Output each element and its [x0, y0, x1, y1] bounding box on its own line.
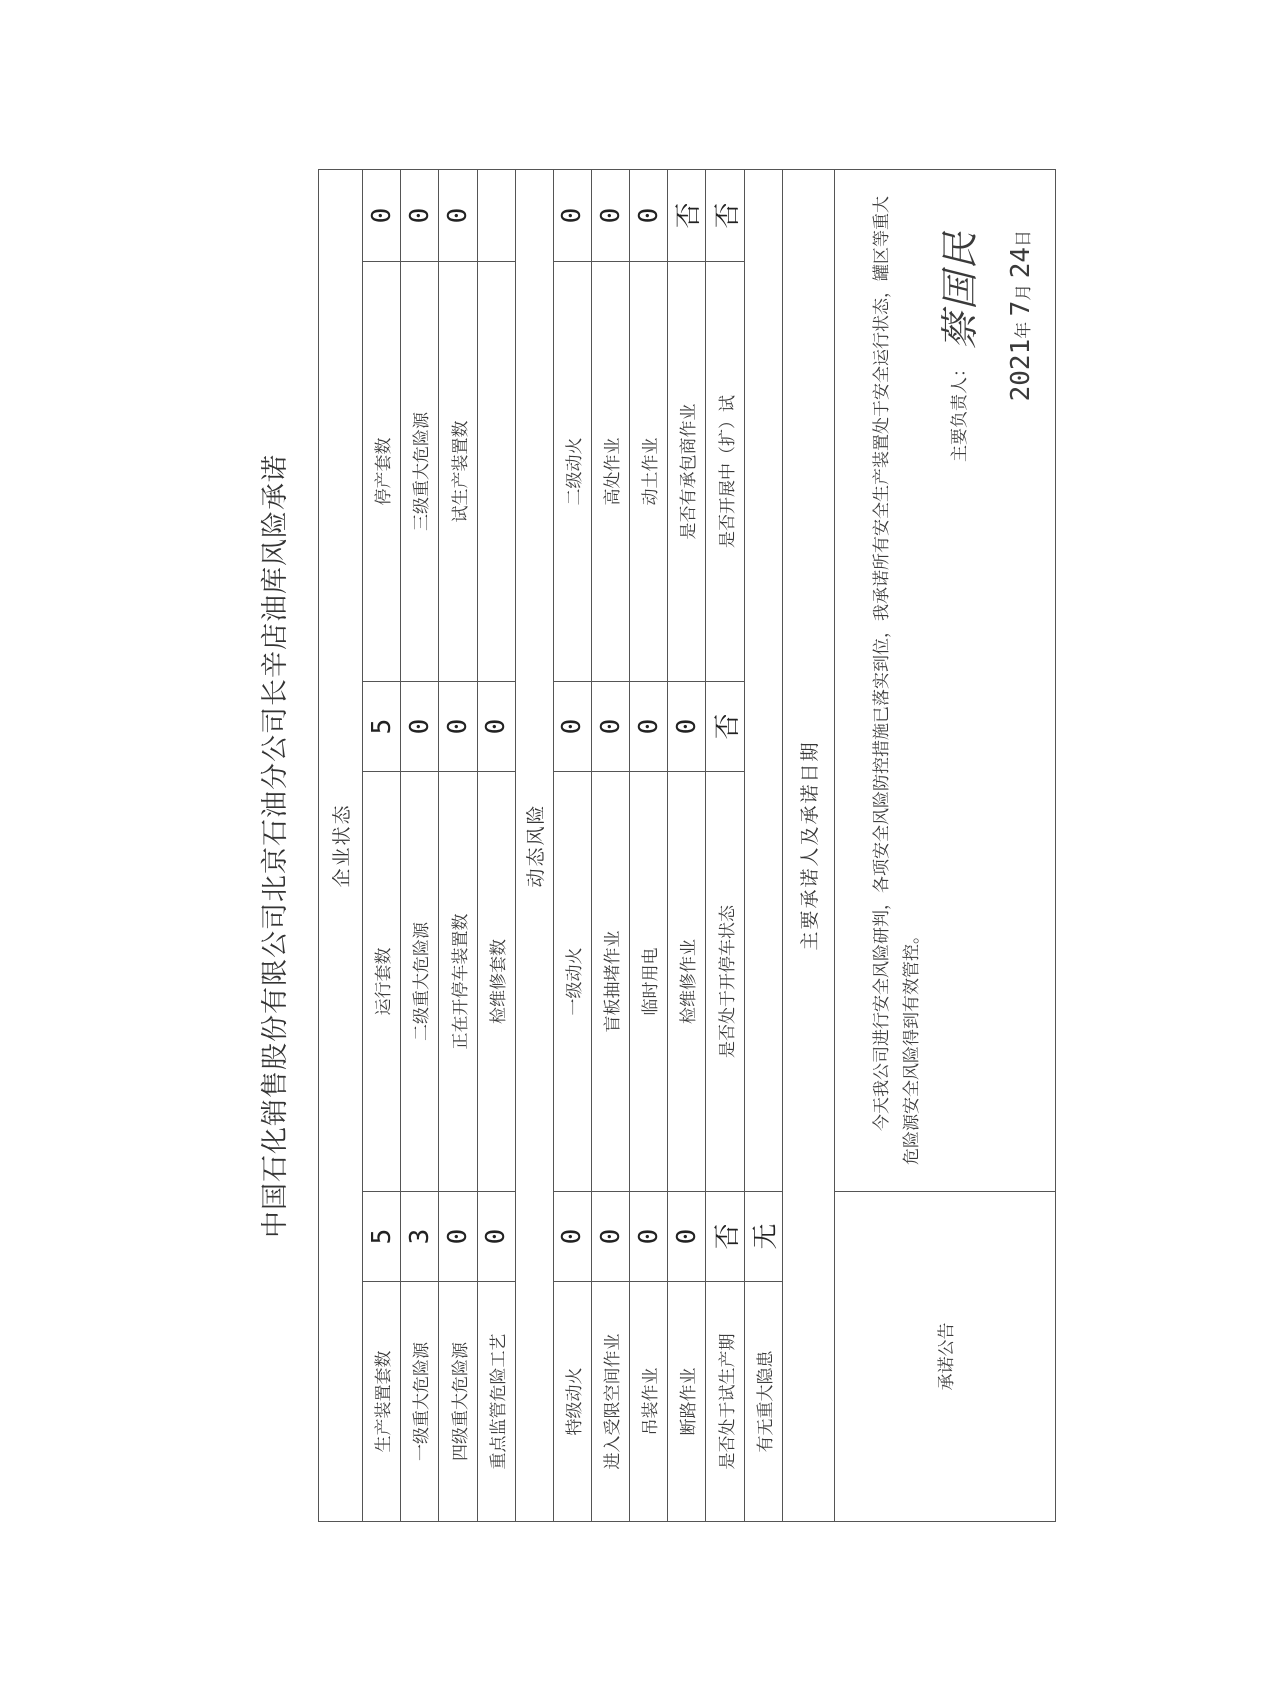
cell-label: 二级动火 — [553, 262, 591, 682]
date-year-suffix: 年 — [1014, 321, 1034, 339]
cell-value: 否 — [706, 1192, 744, 1282]
empty-cell — [744, 169, 782, 1191]
cell-label: 一级动火 — [553, 772, 591, 1192]
table-row — [592, 169, 630, 1521]
table-row — [553, 169, 591, 1521]
cell-value: 0 — [439, 682, 477, 772]
promise-cell — [834, 169, 1055, 1191]
cell-label: 试生产装置数 — [439, 262, 477, 682]
cell-value: 0 — [630, 682, 668, 772]
table-row — [439, 169, 477, 1521]
cell-label: 是否开展中（扩）试 — [706, 262, 744, 682]
table-row — [630, 169, 668, 1521]
table-row-hazard — [744, 169, 782, 1521]
table-row — [668, 169, 706, 1521]
cell-value: 0 — [439, 1192, 477, 1282]
cell-value: 0 — [401, 169, 439, 261]
section-row-commit — [782, 169, 834, 1521]
cell-value: 0 — [553, 169, 591, 261]
section-enterprise-status: 企业状态 — [319, 169, 363, 1521]
section-commitment: 主要承诺人及承诺日期 — [782, 169, 834, 1521]
cell-label: 动土作业 — [630, 262, 668, 682]
date-month: 7 — [1006, 300, 1036, 317]
cell-label: 四级重大危险源 — [439, 1282, 477, 1522]
cell-label: 是否处于试生产期 — [706, 1282, 744, 1522]
cell-value: 否 — [706, 682, 744, 772]
table-row — [477, 169, 515, 1521]
commit-date — [1006, 230, 1039, 401]
cell-label: 运行套数 — [363, 772, 401, 1192]
handwritten-signature: 蔡国民 — [938, 229, 982, 350]
cell-value: 0 — [668, 682, 706, 772]
cell-value: 3 — [401, 1192, 439, 1282]
cell-label: 吊装作业 — [630, 1282, 668, 1522]
risk-commitment-table-frame — [318, 170, 1056, 1522]
cell-value: 0 — [592, 682, 630, 772]
cell-label: 高处作业 — [592, 262, 630, 682]
cell-value: 0 — [363, 169, 401, 261]
cell-label: 盲板抽堵作业 — [592, 772, 630, 1192]
cell-value: 0 — [630, 169, 668, 261]
cell-label — [477, 262, 515, 682]
date-year: 2021 — [1006, 338, 1036, 402]
cell-value: 5 — [363, 682, 401, 772]
section-dynamic-risk: 动态风险 — [515, 169, 553, 1521]
cell-label: 是否处于开停车状态 — [706, 772, 744, 1192]
cell-value: 无 — [744, 1192, 782, 1282]
document-title: 中国石化销售股份有限公司北京石油分公司长辛店油库风险承诺 — [260, 454, 291, 1238]
section-row-enterprise — [319, 169, 363, 1521]
table-row — [363, 169, 401, 1521]
cell-value: 0 — [477, 682, 515, 772]
signature-line — [938, 229, 982, 462]
signer-label: 主要负责人： — [949, 360, 970, 462]
cell-label: 生产装置套数 — [363, 1282, 401, 1522]
date-day-suffix: 日 — [1014, 229, 1034, 247]
cell-label: 检维修作业 — [668, 772, 706, 1192]
date-day: 24 — [1006, 246, 1036, 279]
date-month-suffix: 月 — [1014, 283, 1034, 301]
cell-value: 0 — [592, 1192, 630, 1282]
cell-label: 检维修套数 — [477, 772, 515, 1192]
cell-value: 0 — [553, 1192, 591, 1282]
section-row-dynamic — [515, 169, 553, 1521]
cell-label: 是否有承包商作业 — [668, 262, 706, 682]
cell-value: 否 — [668, 169, 706, 261]
cell-value: 0 — [668, 1192, 706, 1282]
document-sheet — [248, 170, 1056, 1522]
cell-value: 否 — [706, 169, 744, 261]
cell-label: 断路作业 — [668, 1282, 706, 1522]
cell-value: 0 — [553, 682, 591, 772]
promise-label: 承诺公告 — [834, 1192, 1055, 1522]
cell-value: 0 — [630, 1192, 668, 1282]
cell-label: 有无重大隐患 — [744, 1282, 782, 1522]
cell-value — [477, 169, 515, 261]
promise-row — [834, 169, 1055, 1521]
cell-value: 0 — [592, 169, 630, 261]
risk-commitment-table — [318, 169, 1056, 1522]
promise-text: 今天我公司进行安全风险研判，各项安全风险防控措施已落实到位，我承诺所有安全生产装置处于安全运行状态，罐区等重大危险源安全风险得到有效管控。 — [871, 196, 922, 1165]
cell-value: 0 — [477, 1192, 515, 1282]
cell-label: 停产套数 — [363, 262, 401, 682]
cell-value: 5 — [363, 1192, 401, 1282]
cell-label: 临时用电 — [630, 772, 668, 1192]
cell-label: 特级动火 — [553, 1282, 591, 1522]
table-row — [401, 169, 439, 1521]
cell-label: 重点监管危险工艺 — [477, 1282, 515, 1522]
cell-value: 0 — [401, 682, 439, 772]
cell-label: 三级重大危险源 — [401, 262, 439, 682]
cell-label: 一级重大危险源 — [401, 1282, 439, 1522]
cell-label: 二级重大危险源 — [401, 772, 439, 1192]
table-row — [706, 169, 744, 1521]
cell-value: 0 — [439, 169, 477, 261]
cell-label: 正在开停车装置数 — [439, 772, 477, 1192]
cell-label: 进入受限空间作业 — [592, 1282, 630, 1522]
